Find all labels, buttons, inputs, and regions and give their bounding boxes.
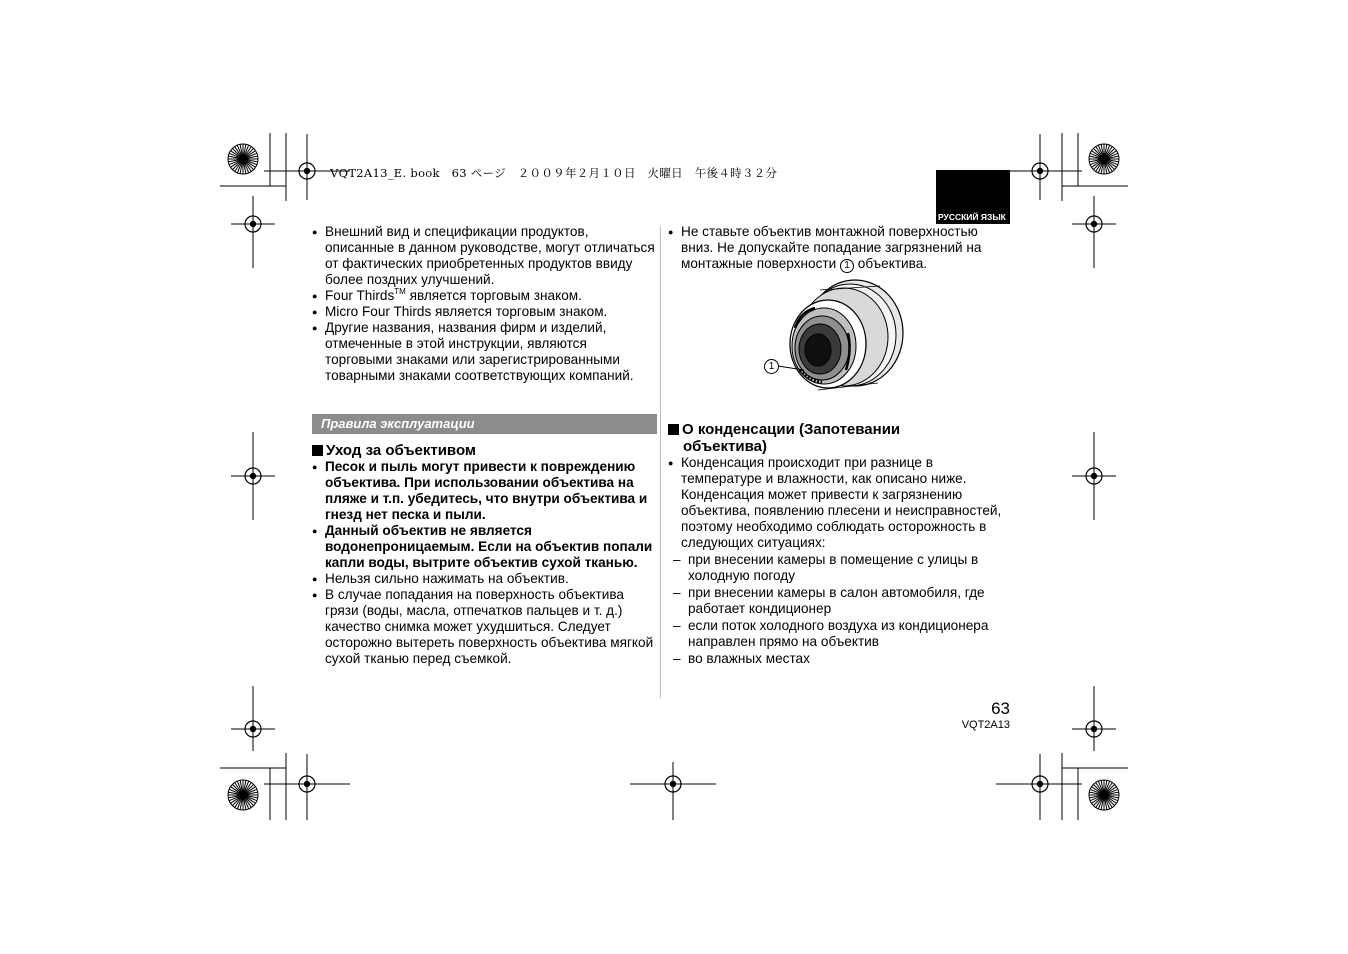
- list-item: ● Данный объектив не является водонепроницаемым. Если на объектив попали капли воды, вытрите объектив сухой тканью.: [312, 523, 657, 571]
- list-item: ● Внешний вид и спецификации продуктов, описанные в данном руководстве, могут отличаться от фактических приобретенных продуктов ввиду более поздних улучшений.: [312, 224, 657, 288]
- column-divider: [660, 226, 661, 698]
- list-item: [312, 288, 657, 304]
- mount-note: [668, 224, 1010, 273]
- left-column: [312, 224, 657, 667]
- mount-note-end: объектива.: [857, 256, 928, 271]
- lens-illustration: [760, 278, 910, 398]
- square-bullet-icon: [312, 445, 323, 456]
- list-item: [668, 224, 1010, 273]
- list-item: – во влажных местах: [668, 651, 1010, 667]
- language-tab-label: РУССКИЙ ЯЗЫК: [938, 212, 1006, 222]
- condensation-heading: [668, 421, 1010, 438]
- list-item: ● Micro Four Thirds является торговым знаком.: [312, 304, 657, 320]
- care-heading-text: Уход за объективом: [326, 442, 477, 459]
- page-number: 63: [991, 699, 1010, 718]
- condensation-heading-line1: О конденсации (Запотевании: [682, 421, 901, 438]
- list-item: – при внесении камеры в помещение с улицы в холодную погоду: [668, 552, 1010, 584]
- list-item: ● Нельзя сильно нажимать на объектив.: [312, 571, 657, 587]
- section-title-bar: Правила эксплуатации: [312, 414, 657, 434]
- list-item: – если поток холодного воздуха из кондиционера направлен прямо на объектив: [668, 618, 1010, 650]
- list-item: ● Другие названия, названия фирм и изделий, отмеченные в этой инструкции, являются торговыми знаками или зарегистрированными товарными знаками соответствующих компаний.: [312, 320, 657, 384]
- intro-bullets: [312, 224, 657, 384]
- list-item: ● Конденсация происходит при разнице в температуре и влажности, как описано ниже. Конденсация может привести к загрязнению объектива, появлению плесени и неисправностей, поэтому необходимо соблюдать осторожность в следующих ситуациях:: [668, 455, 1010, 551]
- condensation-heading-line2: объектива): [683, 438, 767, 455]
- list-item: – при внесении камеры в салон автомобиля, где работает кондиционер: [668, 585, 1010, 617]
- care-bullets: [312, 459, 657, 667]
- trademark-name: Four Thirds: [325, 288, 395, 303]
- figure-callout-1: 1: [764, 359, 779, 374]
- list-item: ● Песок и пыль могут привести к повреждению объектива. При использовании объектива на пляже и т.п. убедитесь, что внутри объектива и гнезд нет песка и пыли.: [312, 459, 657, 523]
- print-header: VQT2A13_E. book 63 ページ ２００９年２月１０日 火曜日 午後４時３２分: [330, 166, 778, 180]
- condensation-list: [668, 455, 1010, 667]
- care-heading: [312, 442, 657, 459]
- mount-note-text: Не ставьте объектив монтажной поверхностью вниз. Не допускайте попадание загрязнений на монтажные поверхности: [681, 224, 982, 271]
- list-item: ● В случае попадания на поверхность объектива грязи (воды, масла, отпечатков пальцев и т. д.) качество снимка может ухудшиться. Следует осторожно вытереть поверхность объектива мягкой сухой тканью перед съемкой.: [312, 587, 657, 667]
- trademark-sup: TM: [394, 287, 406, 296]
- callout-marker: 1: [840, 259, 854, 273]
- language-tab: [936, 170, 1010, 224]
- document-code: VQT2A13: [961, 719, 1010, 731]
- trademark-text: является торговым знаком.: [409, 288, 582, 303]
- square-bullet-icon: [668, 424, 679, 435]
